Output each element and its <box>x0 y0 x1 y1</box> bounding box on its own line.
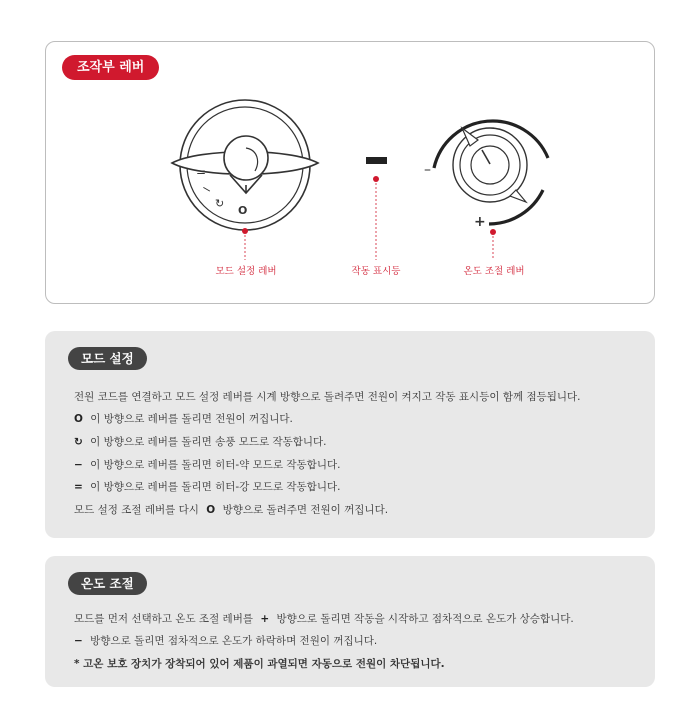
temp-lever-dial[interactable] <box>434 121 548 224</box>
mode-item-off <box>74 411 293 426</box>
indicator-light <box>366 157 387 164</box>
temp-line-1-before: 모드를 먼저 선택하고 온도 조절 레버를 <box>74 613 253 625</box>
heat-low-symbol: − <box>74 459 83 471</box>
mode-item-text: 이 방향으로 레버를 돌리면 송풍 모드로 작동합니다. <box>90 436 327 448</box>
mode-item-heat-high <box>74 479 340 494</box>
mode-section-title: 모드 설정 <box>68 347 147 370</box>
mode-closing <box>74 502 388 517</box>
closing-before: 모드 설정 조절 레버를 다시 <box>74 504 199 516</box>
mode-lever-label: 모드 설정 레버 <box>215 266 277 277</box>
dial-mark-low: − <box>198 180 215 198</box>
minus-symbol: − <box>74 635 83 647</box>
control-diagram <box>0 0 700 310</box>
temp-line-1-after: 방향으로 돌리면 작동을 시작하고 점차적으로 온도가 상승합니다. <box>276 613 574 625</box>
temp-section-title: 온도 조절 <box>68 572 147 595</box>
off-symbol: O <box>74 413 83 425</box>
plus-symbol: + <box>260 613 270 625</box>
temp-minus-mark: – <box>424 162 431 178</box>
temp-lever-label: 온도 조절 레버 <box>463 266 525 277</box>
temp-note: * 고온 보호 장치가 장착되어 있어 제품이 과열되면 자동으로 전원이 차단됩니다. <box>74 658 445 670</box>
mode-item-text: 이 방향으로 레버를 돌리면 히터-약 모드로 작동합니다. <box>90 459 341 471</box>
fan-symbol: ↻ <box>74 436 83 448</box>
off-symbol: O <box>206 504 216 516</box>
dial-mark-high: = <box>196 165 207 179</box>
mode-item-fan <box>74 434 327 449</box>
temp-line-1 <box>74 611 574 626</box>
mode-item-text: 이 방향으로 레버를 돌리면 히터-강 모드로 작동합니다. <box>90 481 341 493</box>
temp-line-2-text: 방향으로 돌리면 점차적으로 온도가 하락하며 전원이 꺼집니다. <box>90 635 378 647</box>
temp-plus-mark: + <box>474 214 486 230</box>
closing-after: 방향으로 돌려주면 전원이 꺼집니다. <box>222 504 389 516</box>
mode-item-heat-low <box>74 457 340 472</box>
heat-high-symbol: = <box>74 481 83 493</box>
temp-line-2 <box>74 633 377 648</box>
dial-mark-off: O <box>238 204 248 217</box>
dial-mark-fan: ↻ <box>215 197 225 210</box>
mode-item-text: 이 방향으로 레버를 돌리면 전원이 꺼집니다. <box>90 413 293 425</box>
mode-intro: 전원 코드를 연결하고 모드 설정 레버를 시계 방향으로 돌려주면 전원이 켜지고 작동 표시등이 함께 점등됩니다. <box>74 391 581 403</box>
control-panel-title: 조작부 레버 <box>62 55 159 80</box>
indicator-label: 작동 표시등 <box>351 266 401 277</box>
